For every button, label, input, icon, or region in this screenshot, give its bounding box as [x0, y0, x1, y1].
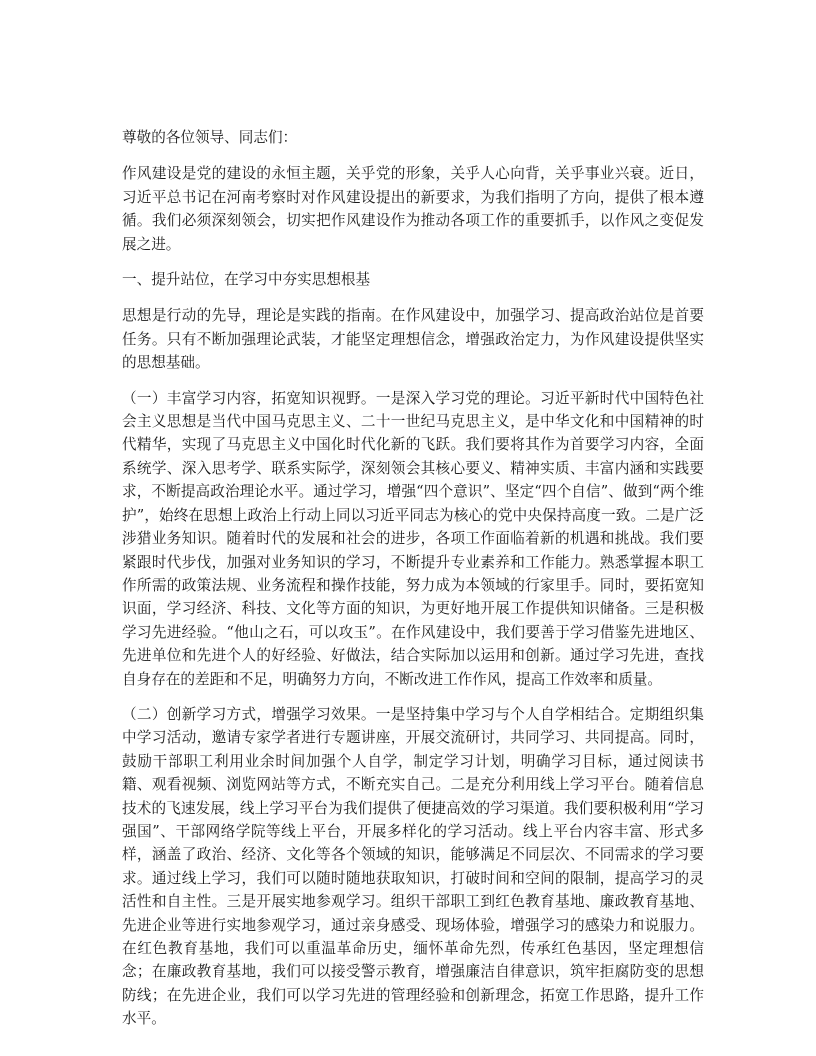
subsection-2-paragraph: （二）创新学习方式，增强学习效果。一是坚持集中学习与个人自学相结合。定期组织集中学习活动，邀请专家学者进行专题讲座，开展交流研讨，共同学习、共同提高。同时，鼓励干部职工利用业余时间加强个人自学，制定学习计划，明确学习目标，通过阅读书籍、观看视频、浏览网站等方式，不断充实自己。二是充分利用线上学习平台。随着信息技术的飞速发展，线上学习平台为我们提供了便捷高效的学习渠道。我们要积极利用“学习强国”、干部网络学院等线上平台，开展多样化的学习活动。线上平台内容丰富、形式多样，涵盖了政治、经济、文化等各个领域的知识，能够满足不同层次、不同需求的学习要求。通过线上学习，我们可以随时随地获取知识，打破时间和空间的限制，提高学习的灵活性和自主性。三是开展实地参观学习。组织干部职工到红色教育基地、廉政教育基地、先进企业等进行实地参观学习，通过亲身感受、现场体验，增强学习的感染力和说服力。在红色教育基地，我们可以重温革命历史，缅怀革命先烈，传承红色基因，坚定理想信念；在廉政教育基地，我们可以接受警示教育，增强廉洁自律意识，筑牢拒腐防变的思想防线；在先进企业，我们可以学习先进的管理经验和创新理念，拓宽工作思路，提升工作水平。: [122, 705, 704, 1028]
subsection-1-paragraph: （一）丰富学习内容，拓宽知识视野。一是深入学习党的理论。习近平新时代中国特色社会主义思想是当代中国马克思主义、二十一世纪马克思主义，是中华文化和中国精神的时代精华，实现了马克思主义中国化时代化新的飞跃。我们要将其作为首要学习内容，全面系统学、深入思考学、联系实际学，深刻领会其核心要义、精神实质、丰富内涵和实践要求，不断提高政治理论水平。通过学习，增强“四个意识”、坚定“四个自信”、做到“两个维护”，始终在思想上政治上行动上同以习近平同志为核心的党中央保持高度一致。二是广泛涉猎业务知识。随着时代的发展和社会的进步，各项工作面临着新的机遇和挑战。我们要紧跟时代步伐，加强对业务知识的学习，不断提升专业素养和工作能力。熟悉掌握本职工作所需的政策法规、业务流程和操作技能，努力成为本领域的行家里手。同时，要拓宽知识面，学习经济、科技、文化等方面的知识，为更好地开展工作提供知识储备。三是积极学习先进经验。“他山之石，可以攻玉”。在作风建设中，我们要善于学习借鉴先进地区、先进单位和先进个人的好经验、好做法，结合实际加以运用和创新。通过学习先进，查找自身存在的差距和不足，明确努力方向，不断改进工作作风，提高工作效率和质量。: [122, 389, 704, 688]
section-heading: 一、提升站位，在学习中夯实思想根基: [122, 271, 371, 289]
document-page: [122, 126, 704, 1043]
intro-paragraph: 作风建设是党的建设的永恒主题，关乎党的形象，关乎人心向背，关乎事业兴衰。近日，习近平总书记在河南考察时对作风建设提出的新要求，为我们指明了方向，提供了根本遵循。我们必须深刻领会，切实把作风建设作为推动各项工作的重要抓手，以作风之变促发展之进。: [122, 165, 704, 253]
section-intro-paragraph: 思想是行动的先导，理论是实践的指南。在作风建设中，加强学习、提高政治站位是首要任务。只有不断加强理论武装，才能坚定理想信念，增强政治定力，为作风建设提供坚实的思想基础。: [122, 307, 704, 372]
greeting: 尊敬的各位领导、同志们：: [122, 129, 298, 146]
